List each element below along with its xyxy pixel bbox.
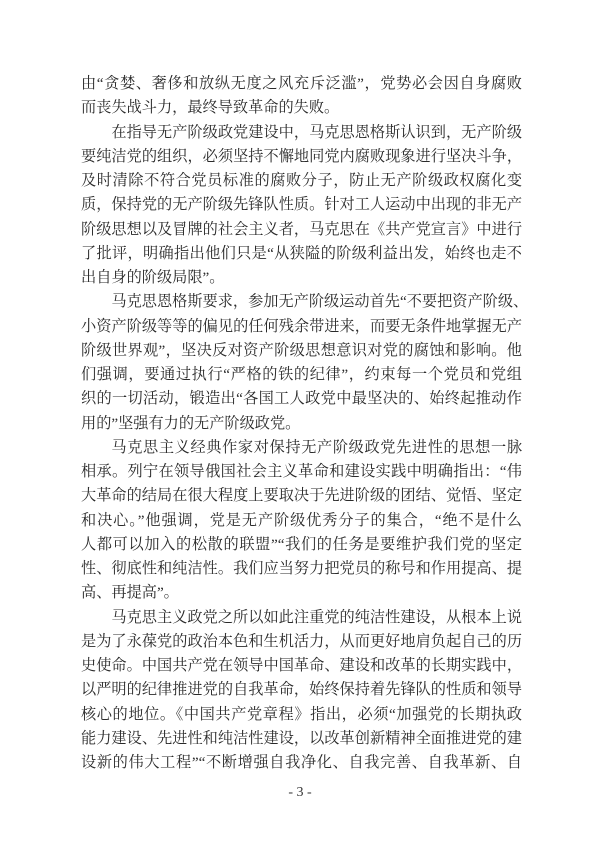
text-line: 及时清除不符合党员标准的腐败分子，防止无产阶级政权腐化变 [81,172,522,189]
text-line: 织的一切活动，锻造出“各国工人政党中最坚决的、始终起推动作 [81,390,522,408]
text-line: 阶级世界观”，坚决反对资产阶级思想意识对党的腐蚀和影响。他 [81,341,522,359]
text-line: 们强调，要通过执行“严格的铁的纪律”，约束每一个党员和党组 [81,366,522,383]
text-line: 用的”坚强有力的无产阶级政党。 [81,414,301,432]
text-line: 人都可以加入的松散的联盟”“我们的任务是要维护我们党的坚定 [81,535,522,553]
text-line: 以严明的纪律推进党的自我革命，始终保持着先锋队的性质和领导 [81,681,522,699]
text-line: 而丧失战斗力，最终导致革命的失败。 [81,99,340,117]
text-line: 高、再提高”。 [81,584,179,602]
page-number: - 3 - [288,785,312,800]
text-line: 性、彻底性和纯洁性。我们应当努力把党员的称号和作用提高、提 [81,560,522,577]
text-line: 设新的伟大工程”“不断增强自我净化、自我完善、自我革新、自 [81,754,522,771]
text-line: 在指导无产阶级政党建设中，马克思恩格斯认识到，无产阶级 [111,123,522,141]
text-line: 史使命。中国共产党在领导中国革命、建设和改革的长期实践中， [81,657,522,674]
text-line: 由“贪婪、奢侈和放纵无度之风充斥泛滥”，党势必会因自身腐败 [81,75,522,92]
text-line: 是为了永葆党的政治本色和生机活力，从而更好地肩负起自己的历 [81,632,522,650]
text-line: 大革命的结局在很大程度上要取决于先进阶级的团结、觉悟、坚定 [81,487,522,505]
text-line: 马克思主义经典作家对保持无产阶级政党先进性的思想一脉 [111,438,522,456]
text-line: 阶级思想以及冒牌的社会主义者，马克思在《共产党宣言》中进行 [81,220,522,238]
document-body [81,72,529,775]
text-line: 能力建设、先进性和纯洁性建设，以改革创新精神全面推进党的建 [81,729,522,747]
text-line: 和决心。”他强调，党是无产阶级优秀分子的集合，“绝不是什么 [81,511,522,529]
text-line: 了批评，明确指出他们只是“从狭隘的阶级利益出发，始终也走不 [81,244,522,262]
text-line: 相承。列宁在领导俄国社会主义革命和建设实践中明确指出：“伟 [81,463,522,480]
text-line: 出自身的阶级局限”。 [81,269,225,286]
text-line: 要纯洁党的组织，必须坚持不懈地同党内腐败现象进行坚决斗争， [81,147,522,165]
text-line: 质，保持党的无产阶级先锋队性质。针对工人运动中出现的非无产 [81,196,522,214]
text-line: 马克思主义政党之所以如此注重党的纯洁性建设，从根本上说 [111,608,522,626]
text-line: 核心的地位。《中国共产党章程》指出，必须“加强党的长期执政 [81,705,522,723]
text-line: 马克思恩格斯要求，参加无产阶级运动首先“不要把资产阶级、 [111,293,529,311]
text-line: 小资产阶级等等的偏见的任何残余带进来，而要无条件地掌握无产 [81,317,522,335]
